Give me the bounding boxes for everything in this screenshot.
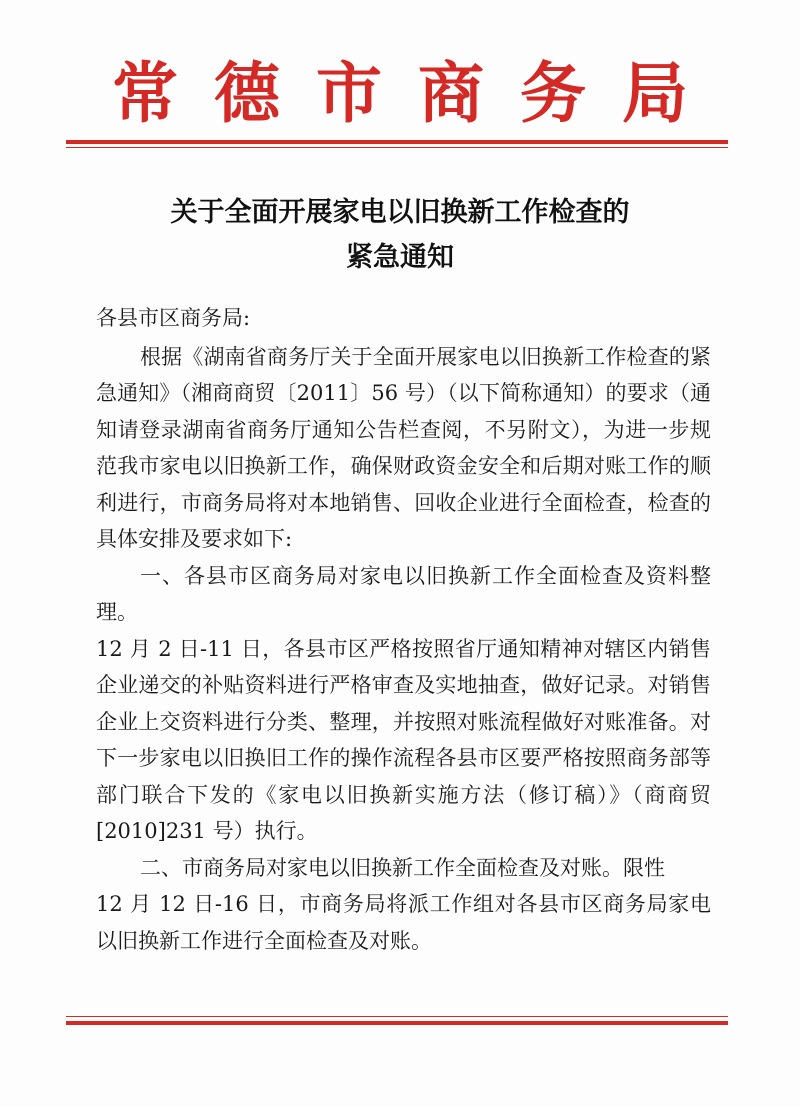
salutation: 各县市区商务局: xyxy=(96,306,251,330)
footer-rule-thick xyxy=(66,1021,728,1025)
paragraph-intro: 根据《湖南省商务厅关于全面开展家电以旧换新工作检查的紧急通知》（湘商商贸〔2011〕56 号）（以下简称通知）的要求（通知请登录湖南省商务厅通知公告栏查阅，不另附文），为进一步规范我市家电以旧换新工作，确保财政资金安全和后期对账工作的顺利进行，市商务局将对本地销售、回收企业进行全面检查，检查的具体安排及要求如下: xyxy=(96,344,711,551)
section2-heading: 二、市商务局对家电以旧换新工作全面检查及对账。限性 xyxy=(140,855,665,880)
notice-title-line1: 关于全面开展家电以旧换新工作检查的 xyxy=(170,197,630,228)
footer-rule-thin xyxy=(66,1016,728,1017)
section1-body: 12 月 2 日-11 日，各县市区严格按照省厅通知精神对辖区内销售企业递交的补贴资料进行严格审查及实地抽查，做好记录。对销售企业上交资料进行分类、整理，并按照对账流程做好对账准备。对下一步家电以旧换旧工作的操作流程各县市区要严格按照商务部等部门联合下发的《家电以旧换新实施方法（修订稿）》（商商贸[2010]231 号）执行。 xyxy=(96,636,711,843)
notice-title xyxy=(0,190,800,280)
header-rule-thin xyxy=(66,147,728,148)
notice-body xyxy=(96,300,711,959)
notice-title-line2: 紧急通知 xyxy=(346,242,454,273)
section1-heading: 一、各县市区商务局对家电以旧换新工作全面检查及资料整理。 xyxy=(96,563,711,624)
header-rule-thick xyxy=(66,140,728,144)
org-letterhead-title: 常德市商务局 xyxy=(112,54,724,132)
section2-body: 12 月 12 日-16 日，市商务局将派工作组对各县市区商务局家电以旧换新工作进行全面检查及对账。 xyxy=(96,892,711,953)
